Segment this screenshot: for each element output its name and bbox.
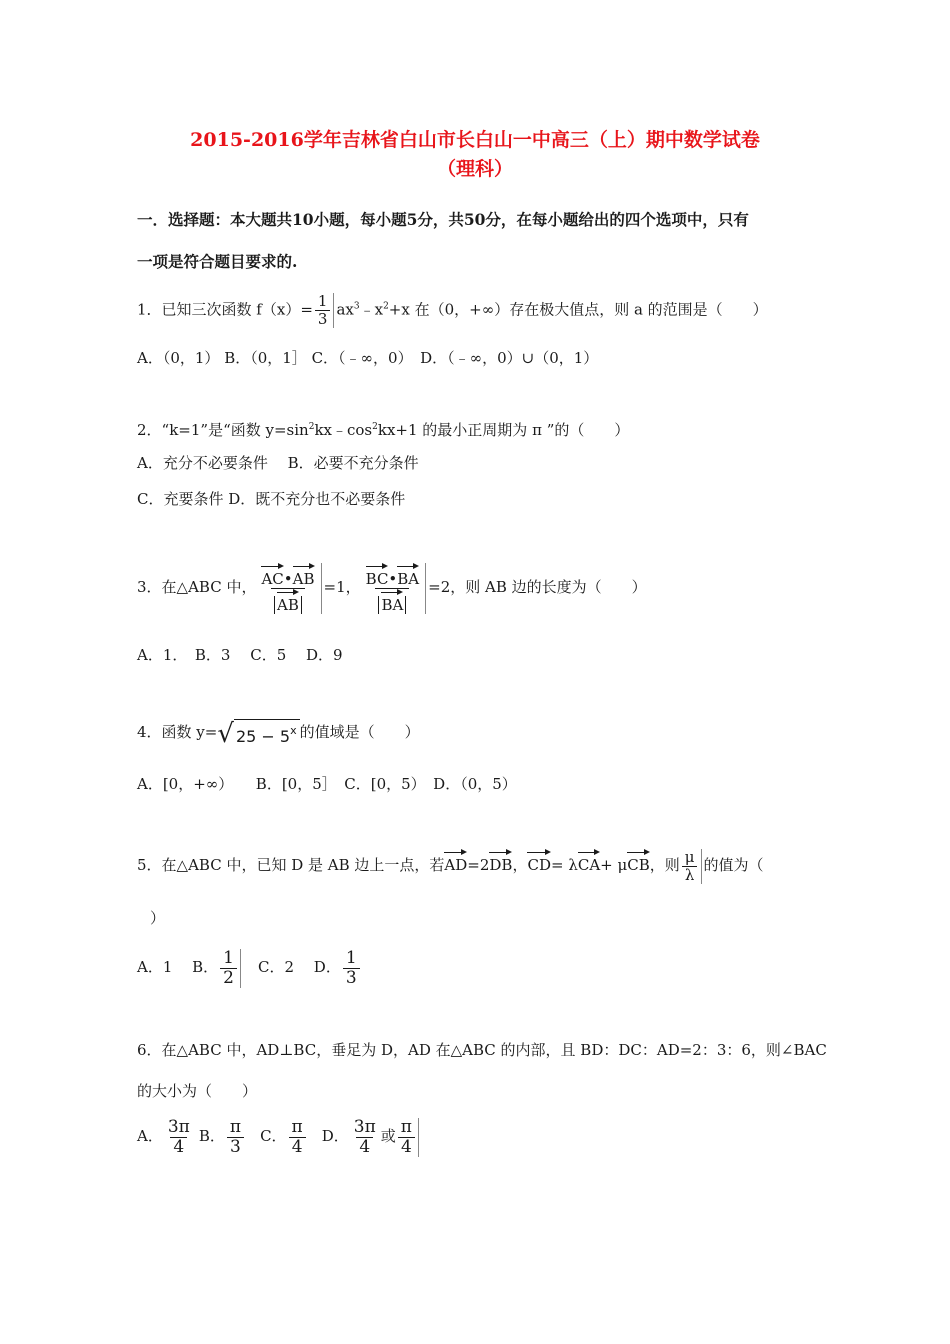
dot-operator: •	[283, 569, 293, 588]
section-header-line1: 一．选择题：本大题共10小题，每小题5分，共50分，在每小题给出的四个选项中，只有	[137, 210, 749, 229]
q5-eq-lambda: = λ	[551, 856, 578, 874]
q2-options-ab: A．充分不必要条件 B．必要不充分条件	[137, 454, 419, 472]
q3-f2-den	[375, 588, 409, 614]
q6-opt-d-frac-2: $\frac{\pi}{4}$	[398, 1118, 419, 1157]
question-6-line2: 的大小为（ ）	[137, 1082, 258, 1100]
q3-f1-eq: =1	[323, 578, 346, 596]
q5-plus-mu: + μ	[600, 856, 628, 874]
q3-comma: ，	[345, 578, 361, 596]
q4-radicand: $25 - 5^x$	[234, 719, 300, 747]
q1-text-after: +x 在（0，+∞）存在极大值点，则 a 的范围是（ ）	[388, 300, 768, 319]
q1-exp-3: 3	[353, 301, 360, 312]
q1-expr-a: ax	[336, 300, 354, 319]
q2-text-c: kx+1 的最小正周期为 π ”的（ ）	[377, 421, 630, 439]
q6-opt-b-frac: $\frac{\pi}{3}$	[227, 1118, 244, 1157]
q3-suffix: ，则 AB 边的长度为（ ）	[450, 578, 647, 596]
q2-exp-b: 2	[372, 422, 378, 432]
dot-operator: •	[388, 569, 398, 588]
q2-text-a: 2．“k=1”是“函数 y=sin	[137, 421, 309, 439]
q2-options-cd: C．充要条件 D．既不充分也不必要条件	[137, 490, 406, 508]
q6-opt-c-label: C．	[260, 1127, 287, 1145]
sqrt-icon: √	[217, 719, 234, 749]
question-3	[137, 557, 647, 617]
q3-f2-num	[363, 563, 423, 588]
q3-fraction-1	[258, 563, 321, 614]
q1-frac-num: 1	[317, 292, 328, 310]
q4-options: A．[0，+∞） B．[0，5］ C．[0，5） D．（0，5）	[137, 775, 517, 793]
vector-bc: BC	[366, 563, 389, 588]
q6-opt-b-label: B．	[198, 1127, 225, 1145]
q1-expr-b: ﹣x	[359, 300, 384, 319]
q5-opt-c: C．2 D．	[243, 958, 341, 976]
q3-f1-num	[258, 563, 317, 588]
question-5	[137, 843, 764, 887]
q4-exp: x	[290, 724, 297, 737]
vector-ac: AC	[261, 563, 283, 588]
vector-db: DB	[489, 849, 512, 874]
q3-prefix: 3．在△ABC 中，	[137, 578, 257, 596]
question-2	[137, 417, 629, 440]
q5-then: ，则	[649, 856, 680, 874]
q1-text-before: 1．已知三次函数 f（x）=	[137, 300, 313, 319]
exam-title: 2015-2016学年吉林省白山市长白山一中高三（上）期中数学试卷	[190, 129, 760, 151]
section-header-line2: 一项是符合题目要求的.	[137, 252, 298, 271]
q4-sqrt	[217, 719, 299, 747]
q5-opt-b-frac: $\frac{1}{2}$	[220, 949, 241, 988]
q5-suffix: 的值为（	[703, 856, 764, 874]
q5-eq2: =2	[467, 856, 490, 874]
q6-opt-a-frac: $\frac{3\pi}{4}$	[167, 1116, 190, 1157]
q3-f2-eq: =2	[428, 578, 451, 596]
q5-close-paren: ）	[150, 909, 166, 927]
vector-ab: AB	[293, 563, 315, 588]
vector-ca: CA	[578, 849, 600, 874]
q2-text-b: kx﹣cos	[314, 421, 373, 439]
q1-frac-den: 3	[315, 310, 331, 328]
vector-ba-magnitude: BA	[381, 589, 403, 614]
q4-prefix: 4．函数 y=	[137, 723, 218, 741]
vector-ad: AD	[444, 849, 467, 874]
q5-frac-num: μ	[684, 847, 695, 866]
q3-f1-den	[271, 588, 305, 614]
q3-options: A．1． B．3 C．5 D．9	[137, 646, 343, 664]
q5-frac-den: λ	[682, 866, 698, 884]
q5-comma: ，	[512, 856, 528, 874]
q5-opt-d-frac: $\frac{1}{3}$	[343, 949, 360, 988]
q1-options: A．（0，1） B．（0，1］ C．（﹣∞，0） D．（﹣∞，0）∪（0，1）	[137, 349, 599, 367]
exam-subtitle: （理科）	[436, 158, 513, 180]
q4-suffix: 的值域是（ ）	[299, 723, 420, 741]
q5-options	[137, 945, 362, 989]
question-1	[137, 293, 768, 328]
q6-opt-c-frac: $\frac{\pi}{4}$	[289, 1118, 306, 1157]
q1-fraction	[315, 293, 335, 328]
q5-prefix: 5．在△ABC 中，已知 D 是 AB 边上一点，若	[137, 856, 445, 874]
question-4	[137, 712, 420, 752]
q6-options	[137, 1114, 421, 1158]
q6-opt-d-label: D．	[321, 1127, 349, 1145]
vector-ab-magnitude: AB	[277, 589, 299, 614]
q5-fraction	[682, 849, 702, 884]
q5-opt-a: A．1 B．	[137, 958, 219, 976]
q1-exp-2: 2	[383, 301, 389, 312]
q2-exp-a: 2	[308, 422, 315, 432]
q6-opt-d-or: 或	[380, 1127, 396, 1145]
q6-opt-d-frac-1: $\frac{3\pi}{4}$	[353, 1116, 376, 1157]
vector-cd: CD	[527, 849, 551, 874]
question-6-line1: 6．在△ABC 中，AD⊥BC，垂足为 D，AD 在△ABC 的内部，且 BD：DC：AD=2：3：6，则∠BAC	[137, 1041, 827, 1059]
q3-fraction-2	[363, 563, 427, 614]
q6-opt-a-label: A．	[137, 1127, 163, 1145]
vector-cb: CB	[627, 849, 650, 874]
vector-ba: BA	[397, 563, 419, 588]
